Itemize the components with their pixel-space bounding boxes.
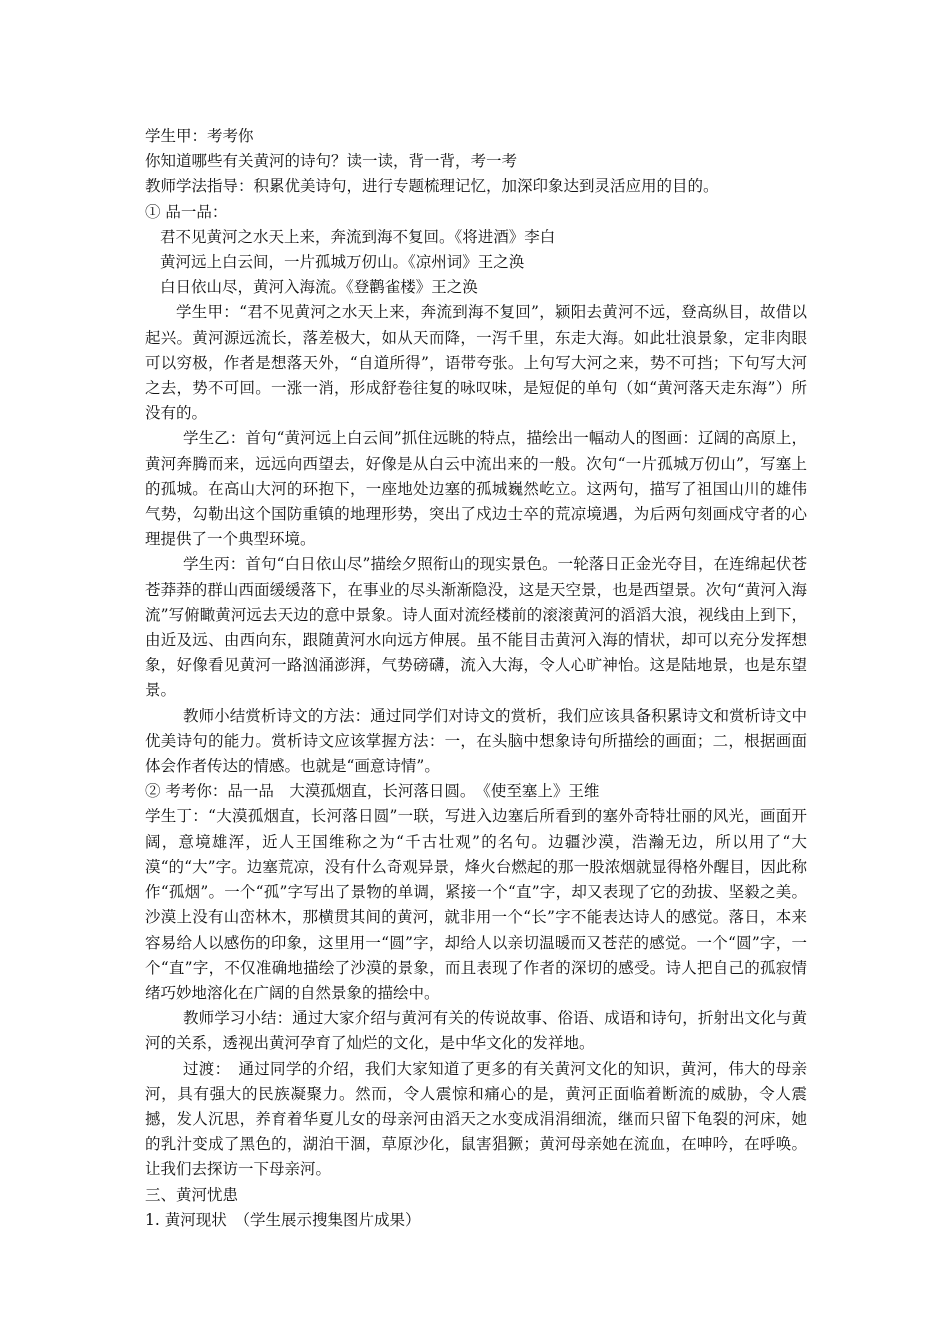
paragraph-student-d: 学生丁：“大漠孤烟直，长河落日圆”一联，写进入边塞后所看到的塞外奇特壮丽的风光，画面开阔，意境雄浑，近人王国维称之为“千古壮观”的名句。边疆沙漠，浩瀚无边，所以用了“大漠“的“大”字。边塞荒凉，没有什么奇观异景，烽火台燃起的那一股浓烟就显得格外醒目，因此称作“孤烟”。一个“孤”字写出了景物的单调，紧接一个“直”字，却又表现了它的劲拔、坚毅之美。沙漠上没有山峦林木，那横贯其间的黄河，就非用一个“长”字不能表达诗人的感觉。落日，本来容易给人以感伤的印象，这里用一“圆”字，却给人以亲切温暖而又苍茫的感觉。一个“圆”字，一个“直”字，不仅准确地描绘了沙漠的景象，而且表现了作者的深切的感受。诗人把自己的孤寂情绪巧妙地溶化在广阔的自然景象的描绘中。 (145, 807, 807, 1002)
paragraph-teacher-learning-summary: 教师学习小结：通过大家介绍与黄河有关的传说故事、俗语、成语和诗句，折射出文化与黄河的关系，透视出黄河孕育了灿烂的文化，是中华文化的发祥地。 (145, 1009, 807, 1053)
paragraph-student-a: 学生甲：“君不见黄河之水天上来，奔流到海不复回”，颍阳去黄河不远，登高纵目，故借以起兴。黄河源远流长，落差极大，如从天而降，一泻千里，东走大海。如此壮浪景象，定非肉眼可以穷极，作者是想落天外，“自道所得”，语带夸张。上句写大河之来，势不可挡；下句写大河之去，势不可回。一涨一消，形成舒卷往复的咏叹味，是短促的单句（如“黄河落天走东海”）所没有的。 (145, 303, 807, 423)
section-pin-yi-pin: ① 品一品： (145, 202, 228, 221)
paragraph-student-b: 学生乙：首句“黄河远上白云间”抓住远眺的特点，描绘出一幅动人的图画：辽阔的高原上，黄河奔腾而来，远远向西望去，好像是从白云中流出来的一般。次句“一片孤城万仞山”，写塞上的孤城。在高山大河的环抱下，一座地处边塞的孤城巍然屹立。这两句，描写了祖国山川的雄伟气势，勾勒出这个国防重镇的地理形势，突出了戍边士卒的荒凉境遇，为后两句刻画戍守者的心理提供了一个典型环境。 (145, 429, 807, 549)
list-item-1: 1. 黄河现状 （学生展示搜集图片成果） (145, 1210, 421, 1229)
document-body (145, 124, 807, 1233)
paragraph-teacher-summary: 教师小结赏析诗文的方法：通过同学们对诗文的赏析，我们应该具备积累诗文和赏析诗文中优美诗句的能力。赏析诗文应该掌握方法：一，在头脑中想象诗句所描绘的画面；二，根据画面体会作者传达的情感。也就是“画意诗情”。 (145, 706, 807, 776)
paragraph-student-c: 学生丙：首句“白日依山尽”描绘夕照衔山的现实景色。一轮落日正金光夺目，在连绵起伏苍苍莽莽的群山西面缓缓落下，在事业的尽头渐渐隐没，这是天空景，也是西望景。次句“黄河入海流”写俯瞰黄河远去天边的意中景象。诗人面对流经楼前的滚滚黄河的滔滔大浪，视线由上到下，由近及远、由西向东，跟随黄河水向远方伸展。虽不能目击黄河入海的情状，却可以充分发挥想象，好像看见黄河一路汹涌澎湃，气势磅礴，流入大海，令人心旷神怡。这是陆地景，也是东望景。 (145, 555, 807, 700)
question-line: 你知道哪些有关黄河的诗句？读一读，背一背，考一考 (145, 152, 518, 171)
section-heading-3: 三、黄河忧患 (145, 1185, 239, 1204)
poem-line-2: 黄河远上白云间，一片孤城万仞山。《凉州词》王之涣 (160, 253, 525, 272)
heading-student-a: 学生甲：考考你 (145, 127, 254, 145)
paragraph-transition: 过渡： 通过同学的介绍，我们大家知道了更多的有关黄河文化的知识，黄河，伟大的母亲河，具有强大的民族凝聚力。然而，令人震惊和痛心的是，黄河正面临着断流的威胁，令人震撼，发人沉思，养育着华夏儿女的母亲河由滔天之水变成涓涓细流，继而只留下龟裂的河床，她的乳汁变成了黑色的，湖泊干涸，草原沙化，鼠害猖獗；黄河母亲她在流血，在呻吟，在呼唤。让我们去探访一下母亲河。 (145, 1059, 807, 1179)
poem-line-1: 君不见黄河之水天上来，奔流到海不复回。《将进酒》李白 (160, 227, 556, 246)
section-kao-kao-ni: ② 考考你：品一品 大漠孤烟直，长河落日圆。 《使至塞上》王维 (145, 782, 600, 801)
poem-line-3: 白日依山尽，黄河入海流。《登鹳雀楼》王之涣 (160, 278, 478, 297)
teacher-guidance: 教师学法指导：积累优美诗句，进行专题梳理记忆，加深印象达到灵活应用的目的。 (145, 177, 719, 196)
